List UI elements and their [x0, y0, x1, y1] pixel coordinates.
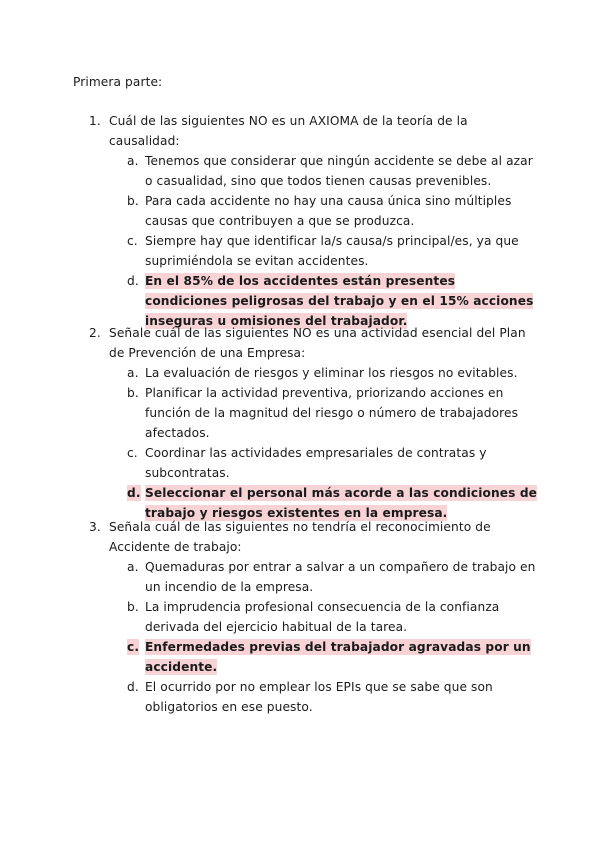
option-letter: d.: [127, 274, 139, 288]
option-a: [127, 151, 539, 191]
option-letter: b.: [127, 600, 139, 614]
option-b: [127, 191, 539, 231]
option-letter: c.: [127, 234, 138, 248]
option-text: Siempre hay que identificar la/s causa/s principal/es, ya que suprimiéndola se evitan accidentes.: [145, 234, 519, 268]
option-text: Quemaduras por entrar a salvar a un compañero de trabajo en un incendio de la empresa.: [145, 560, 536, 594]
option-text: Coordinar las actividades empresariales de contratas y subcontratas.: [145, 446, 487, 480]
highlighted-answer-text: Seleccionar el personal más acorde a las condiciones de trabajo y riesgos existentes en la empresa.: [145, 486, 538, 520]
question-3: [89, 517, 539, 717]
highlighted-answer-text: Enfermedades previas del trabajador agravadas por un accidente.: [145, 640, 531, 674]
option-b: [127, 383, 539, 443]
option-c: [127, 443, 539, 483]
option-letter: a.: [127, 154, 139, 168]
question-text: Cuál de las siguientes NO es un AXIOMA de la teoría de la causalidad:: [109, 114, 468, 148]
question-text: Señale cuál de las siguientes NO es una actividad esencial del Plan de Prevención de una Empresa:: [109, 326, 526, 360]
option-text: El ocurrido por no emplear los EPIs que se sabe que son obligatorios en ese puesto.: [145, 680, 493, 714]
question-number: 1.: [89, 114, 101, 128]
option-letter: b.: [127, 194, 139, 208]
section-title: Primera parte:: [73, 75, 163, 89]
option-letter: b.: [127, 386, 139, 400]
option-list: [127, 557, 539, 717]
option-list: [127, 363, 539, 523]
option-text: Para cada accidente no hay una causa única sino múltiples causas que contribuyen a que se produzca.: [145, 194, 512, 228]
option-a: [127, 363, 539, 383]
option-text: Planificar la actividad preventiva, priorizando acciones en función de la magnitud del riesgo o número de trabajadores afectados.: [145, 386, 519, 440]
option-b: [127, 597, 539, 637]
option-letter: c.: [127, 446, 138, 460]
option-letter: c.: [127, 640, 140, 654]
option-letter: a.: [127, 366, 139, 380]
question-number: 3.: [89, 520, 101, 534]
option-c: [127, 231, 539, 271]
question-number: 2.: [89, 326, 101, 340]
highlighted-answer-text: En el 85% de los accidentes están presentes condiciones peligrosas del trabajo y en el 15% acciones inseguras u omisiones del trabajador.: [145, 274, 534, 328]
option-letter: d.: [127, 680, 139, 694]
option-letter: a.: [127, 560, 139, 574]
option-d: [127, 677, 539, 717]
option-list: [127, 151, 539, 331]
question-2: [89, 323, 539, 523]
question-1: [89, 111, 539, 331]
option-text: La evaluación de riesgos y eliminar los riesgos no evitables.: [145, 366, 518, 380]
question-text: Señala cuál de las siguientes no tendría el reconocimiento de Accidente de trabajo:: [109, 520, 491, 554]
option-text: La imprudencia profesional consecuencia de la confianza derivada del ejercicio habitual de la tarea.: [145, 600, 500, 634]
option-c-highlighted-answer: [127, 637, 539, 677]
option-letter: d.: [127, 486, 141, 500]
option-d-highlighted-answer: [127, 271, 539, 331]
option-text: Tenemos que considerar que ningún accidente se debe al azar o casualidad, sino que todos tienen causas prevenibles.: [145, 154, 533, 188]
option-a: [127, 557, 539, 597]
